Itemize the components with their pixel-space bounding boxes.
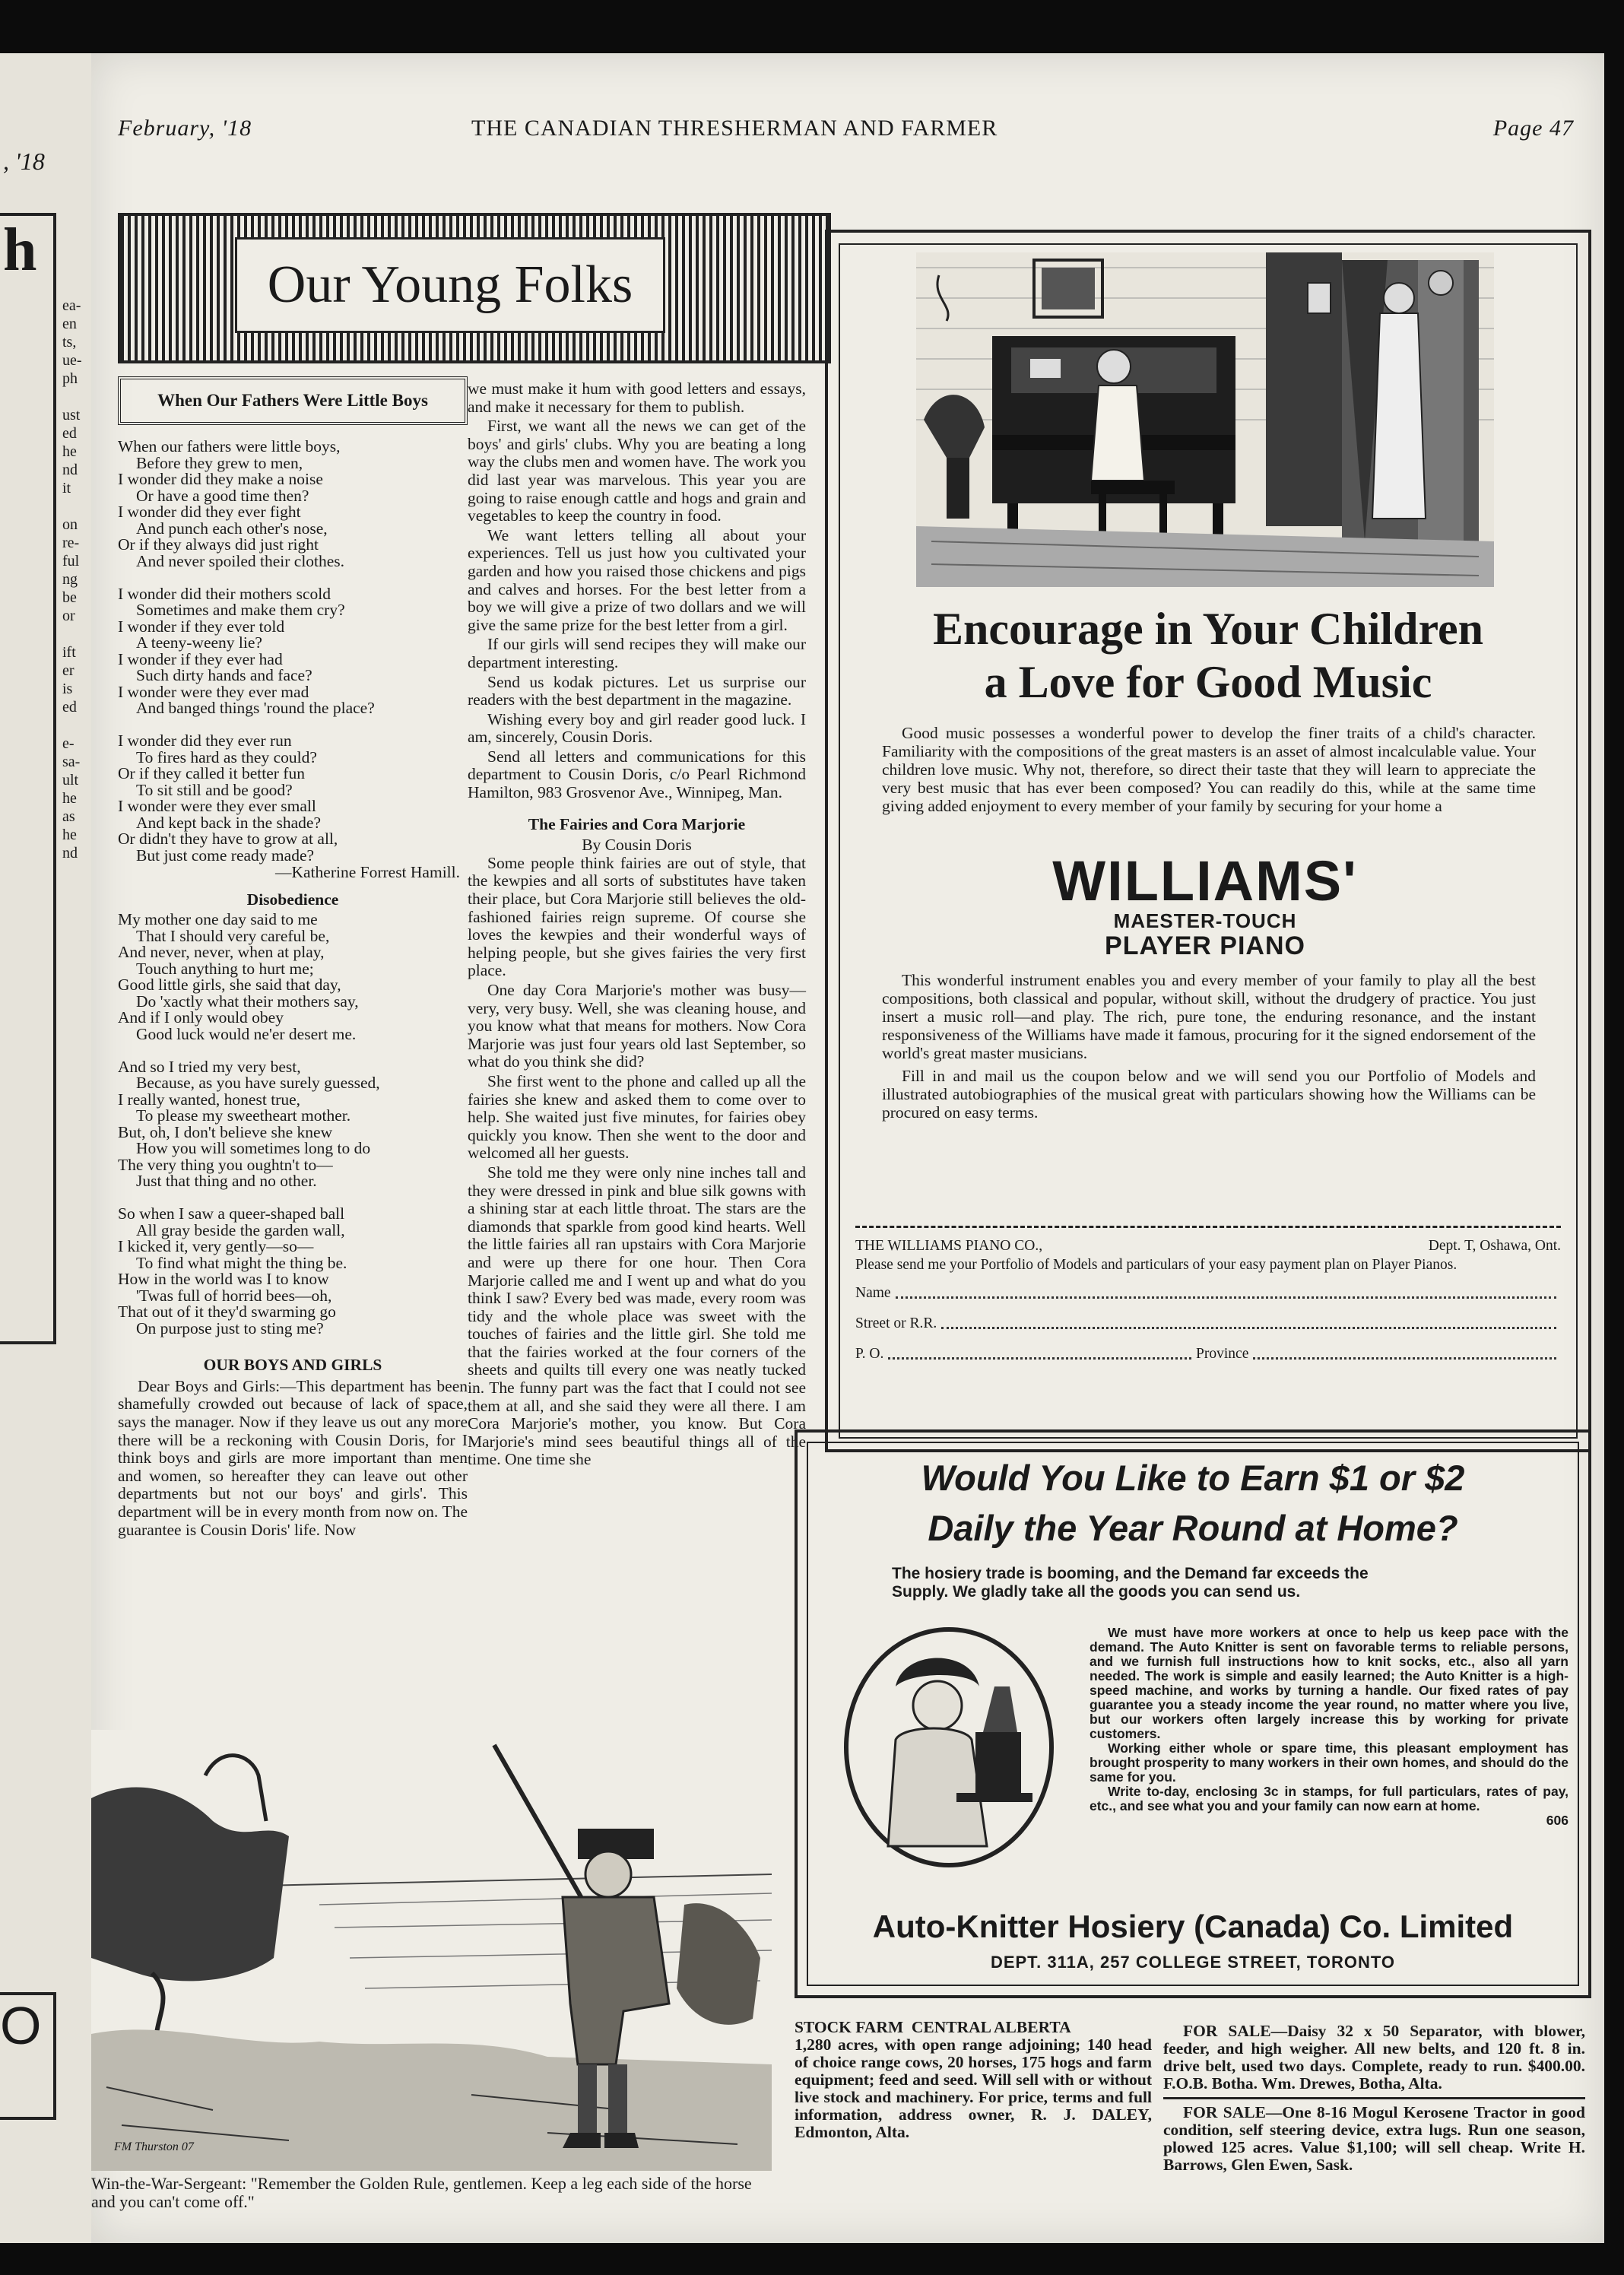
coupon-street-field[interactable] — [941, 1313, 1556, 1329]
knitter-body — [1090, 1626, 1568, 1828]
page-header — [91, 116, 1604, 161]
prev-page-bottom-box — [0, 1992, 56, 2120]
prev-page-fragment: ph — [62, 370, 78, 387]
classified-stock-farm — [795, 2019, 1152, 2141]
poem-line: The very thing you oughtn't to— — [118, 1155, 333, 1174]
boys-girls-p4: We want letters telling all about your experiences. Tell us just how you cultivated your garden and how you raised those chickens and pigs and calves and horses. For the best letter from a boy we will give a prize of two dollars and we will give the same prize for the best letter from a girl. — [468, 525, 806, 634]
poem-line: Touch anything to hurt me; — [136, 959, 314, 978]
prev-page-fragment: nd — [62, 462, 78, 478]
knitter-address: DEPT. 311A, 257 COLLEGE STREET, TORONTO — [990, 1953, 1396, 1972]
prev-page-box — [0, 213, 56, 1344]
coupon-dept: Dept. T, Oshawa, Ont. — [1428, 1238, 1561, 1254]
section-title: Our Young Folks — [235, 237, 665, 333]
williams-body-1 — [882, 724, 1536, 815]
prev-page-fragment: or — [62, 608, 75, 624]
prev-page-fragment: ust — [62, 407, 81, 424]
prev-page-fragment — [62, 497, 82, 516]
poem-line: I wonder were they ever mad — [118, 682, 309, 701]
coupon-province-field[interactable] — [1253, 1344, 1556, 1360]
poem-line: I wonder did they ever fight — [118, 503, 301, 521]
classified-divider — [1163, 2097, 1585, 2099]
classified-for-sale — [1163, 2023, 1585, 2174]
prev-page-fragment: en — [62, 316, 77, 332]
williams-headline-2: a Love for Good Music — [984, 657, 1432, 707]
williams-logo-sub1: MAESTER-TOUCH — [1113, 909, 1297, 932]
poem-line: To find what might the thing be. — [136, 1253, 347, 1272]
coupon-company: THE WILLIAMS PIANO CO., — [855, 1238, 1043, 1254]
poem-line: To fires hard as they could? — [136, 747, 317, 766]
poem1-author: —Katherine Forrest Hamill. — [274, 863, 460, 881]
prev-page-fragment — [62, 388, 82, 406]
poem-line: And punch each other's nose, — [136, 519, 328, 538]
prev-page-fragment: ed — [62, 699, 77, 715]
fairies-p1: Some people think fairies are out of style, that the kewpies and all sorts of substitutes have taken their place, but Cora Marjorie still believes the old-fashioned fairies reign supreme. Of course she loves the kewpies and their wonderful ways of helping people, but she gives fairies the very first place. — [468, 853, 806, 980]
knitter-company: Auto-Knitter Hosiery (Canada) Co. Limited — [872, 1909, 1514, 1944]
poem-line: Sometimes and make them cry? — [136, 601, 345, 619]
fairies-p2: One day Cora Marjorie's mother was busy—very, very busy. Well, she was cleaning house, and you know what that means for mothers. Now Cora Marjorie was just four years old last September, so what do you think she did? — [468, 981, 806, 1071]
coupon-po-field[interactable] — [888, 1344, 1191, 1360]
boys-girls-p7: Wishing every boy and girl reader good luck. I am, sincerely, Cousin Doris. — [468, 709, 806, 747]
war-cartoon — [91, 1730, 772, 2171]
poem2-body — [118, 912, 468, 1337]
piano-illustration — [916, 252, 1494, 587]
poem-line: Or if they always did just right — [118, 535, 319, 554]
williams-coupon — [855, 1226, 1561, 1365]
prev-page-fragment: ult — [62, 772, 79, 788]
poem-line: 'Twas full of horrid bees—oh, — [136, 1286, 332, 1305]
knitter-body-3: Write to-day, enclosing 3c in stamps, for full particulars, rates of pay, etc., and see what you and your family can now earn at home. — [1090, 1784, 1568, 1813]
coupon-po-label: P. O. — [855, 1346, 884, 1362]
poem-line: On purpose just to sting me? — [136, 1318, 324, 1337]
prev-page-fragment: e- — [62, 735, 75, 752]
prev-page-bottom-letter: O — [0, 1996, 42, 2055]
poem-line: Or have a good time then? — [136, 486, 309, 505]
stock-farm-heading: STOCK FARM CENTRAL ALBERTA — [795, 2018, 1071, 2036]
poem-line: That I should very careful be, — [136, 926, 330, 945]
prev-page-fragments — [62, 297, 82, 862]
poem-line: Good little girls, she said that day, — [118, 976, 341, 995]
coupon-header — [855, 1236, 1561, 1257]
magazine-page — [91, 53, 1604, 2243]
poem-line: But, oh, I don't believe she knew — [118, 1122, 333, 1141]
williams-logo-sub2: PLAYER PIANO — [1105, 931, 1305, 960]
knitter-headline-2: Daily the Year Round at Home? — [928, 1508, 1458, 1548]
fairies-title: The Fairies and Cora Marjorie — [528, 814, 746, 833]
prev-page-fragment: ful — [62, 553, 80, 570]
poem-line: To sit still and be good? — [136, 780, 293, 799]
prev-page-fragment: ed — [62, 425, 77, 442]
header-title: THE CANADIAN THRESHERMAN AND FARMER — [471, 116, 998, 141]
header-date: February, '18 — [118, 116, 252, 141]
poem-line: I wonder did they ever run — [118, 731, 292, 750]
coupon-street-row — [855, 1313, 1561, 1334]
knitter-woman-illustration — [842, 1626, 1055, 1869]
williams-body-2-text: This wonderful instrument enables you and every member of your family to play all the best compositions, both classical and popular, without skill, without the drudgery of practice. You just insert a music roll—and play. The rich, pure tone, the enduring resonance, and the instant responsiveness of the Williams have made it famous, procuring for it the signed endorsement of the world's great master musicians. — [882, 971, 1536, 1062]
poem-line: A teeny-weeny lie? — [136, 633, 262, 652]
poem-line: Or if they called it better fun — [118, 764, 305, 782]
header-page-number: Page 47 — [1492, 116, 1574, 141]
poem-line: I wonder if they ever had — [118, 649, 283, 668]
williams-piano-ad — [825, 230, 1591, 1452]
poem1-title: When Our Fathers Were Little Boys — [118, 376, 468, 425]
williams-logo-name: WILLIAMS' — [1052, 849, 1358, 912]
poem-line: How you will sometimes long to do — [136, 1139, 371, 1158]
stock-farm-text: 1,280 acres, with open range adjoining; 140 head of choice range cows, 20 horses, 175 hogs and farm equipment; feed and seed. Will sell with or without live stock and machinery. For price, terms and full information, address owner, R. J. DALEY, Edmonton, Alta. — [795, 2035, 1152, 2141]
williams-headline — [848, 602, 1568, 709]
poem-line: How in the world was I to know — [118, 1270, 329, 1289]
boys-girls-p1: Dear Boys and Girls:—This department has been shamefully crowded out because of lack of space, says the manager. Now if they leave us out any more there will be a reckoning with Cousin Doris, for I think boys and girls are more important than men and women, so hereafter they can leave out other departments but not our boys' and girls'. This department will be in every month from now on. The guarantee is Cousin Doris' life. Now — [118, 1376, 468, 1539]
poem-line: When our fathers were little boys, — [118, 437, 341, 455]
poem2-title: Disobedience — [246, 890, 339, 909]
poem-line: And so I tried my very best, — [118, 1057, 301, 1076]
prev-page-fragment — [62, 625, 82, 643]
poem-line: Before they grew to men, — [136, 453, 303, 472]
poem-line — [118, 717, 468, 734]
prev-page-fragment: as — [62, 808, 75, 825]
poem-line — [118, 1190, 468, 1207]
poem-line: So when I saw a queer-shaped ball — [118, 1204, 345, 1223]
auto-knitter-inner — [807, 1442, 1579, 1986]
poem-line: I kicked it, very gently—so— — [118, 1237, 314, 1256]
poem-line: Good luck would ne'er desert me. — [136, 1024, 357, 1043]
williams-body-3-text: Fill in and mail us the coupon below and we will send you our Portfolio of Models and illustrated autobiographies of the musical great with particulars showing how the Williams can be procured on easy terms. — [882, 1067, 1536, 1122]
coupon-name-field[interactable] — [896, 1283, 1556, 1299]
poem-line: Such dirty hands and face? — [136, 666, 312, 684]
poem-line: That out of it they'd swarming go — [118, 1302, 336, 1322]
poem-line: I wonder did they make a noise — [118, 470, 323, 488]
prev-page-fragment: er — [62, 662, 75, 679]
prev-page-fragment: ts, — [62, 334, 77, 351]
fairies-byline: By Cousin Doris — [582, 836, 692, 855]
knitter-code: 606 — [1546, 1813, 1568, 1828]
prev-page-fragment: ea- — [62, 297, 81, 314]
poem-line — [118, 570, 468, 586]
column-left — [118, 373, 468, 1540]
williams-body-2 — [882, 971, 1536, 1122]
poem1-body — [118, 439, 468, 864]
boys-girls-p3: First, we want all the news we can get of the boys' and girls' clubs. Why you are beating a long way the clubs men and women have. The work you did last year was marvelous. This year you are going to raise enough cattle and hogs and grain and vegetables to keep the country in food. — [468, 417, 806, 525]
poem-line: And if I only would obey — [118, 1008, 284, 1027]
poem-line: To please my sweetheart mother. — [136, 1106, 351, 1125]
coupon-name-row — [855, 1283, 1561, 1304]
prev-page-fragment: re- — [62, 535, 80, 551]
column-middle — [468, 380, 806, 1471]
prev-page-year: , '18 — [3, 148, 45, 175]
knitter-body-2: Working either whole or spare time, this pleasant employment has brought prosperity to many workers in their own homes, and should do the same for you. — [1090, 1740, 1568, 1785]
boys-girls-p6: Send us kodak pictures. Let us surprise our readers with the best department in the magazine. — [468, 672, 806, 709]
prev-page-fragment: ift — [62, 644, 76, 661]
poem-line: Do 'xactly what their mothers say, — [136, 992, 359, 1011]
poem-line: And banged things 'round the place? — [136, 699, 375, 717]
coupon-province-label: Province — [1196, 1346, 1249, 1362]
prev-page-letter: h — [3, 217, 37, 284]
poem-line: I really wanted, honest true, — [118, 1090, 300, 1109]
poem-line: Just that thing and no other. — [136, 1172, 317, 1191]
previous-page-edge — [0, 53, 91, 2243]
prev-page-fragment: he — [62, 443, 77, 460]
poem-line: I wonder were they ever small — [118, 797, 316, 815]
prev-page-fragment: sa- — [62, 754, 81, 770]
fairies-p4: She told me they were only nine inches tall and they were dressed in pink and blue silk gowns with a shining star at each little throat. The stars are the diamonds that sparkle from good kind hearts. Well the little fairies all ran upstairs with Cora Marjorie and were up there for one hour. Then Cora Marjorie called me and I went up and what do you think I saw? Every bed was made, every room was tidy and the whole place was sweet with the touches of fairies and the little girl. She told me that the fairies worked at the four corners of the sheets and quilts till every one was neatly tucked in. The funny part was the fact that I could not see them at all, and she said they were all there. I am Cora Marjorie's mother, you know. But Cora Marjorie's mind sees beautiful things all of the time. One time she — [468, 1163, 806, 1469]
boys-girls-title: OUR BOYS AND GIRLS — [203, 1356, 382, 1375]
poem-line: All gray beside the garden wall, — [136, 1220, 345, 1239]
prev-page-fragment: he — [62, 790, 77, 807]
poem-line — [118, 1042, 468, 1059]
boys-girls-p8: Send all letters and communications for this department to Cousin Doris, c/o Pearl Richmond Hamilton, 983 Grosvenor Ave., Winnipeg, Man. — [468, 747, 806, 802]
coupon-street-label: Street or R.R. — [855, 1315, 937, 1331]
williams-body-1-text: Good music possesses a wonderful power to develop the finer traits of a child's character. Familiarity with the compositions of the great masters is an asset of almost incalculable value. Your children love music. Why not, therefore, so direct their taste that they will learn to appreciate the very best music that has ever been composed? You can readily do this, while at the same time giving added enjoyment to every member of your family by securing for your home a — [882, 724, 1536, 815]
prev-page-fragment: ue- — [62, 352, 82, 369]
prev-page-fragment: on — [62, 516, 78, 533]
for-sale-1: FOR SALE—Daisy 32 x 50 Separator, with blower, feeder, and high weigher. All new belts, and 120 ft. 8 in. drive belt, used two days. Complete, ready to run. $400.00. F.O.B. Botha. Wm. Drewes, Botha, Alta. — [1163, 2022, 1585, 2093]
prev-page-fragment: be — [62, 589, 77, 606]
prev-page-fragment: he — [62, 827, 77, 843]
poem-line: I wonder did their mothers scold — [118, 584, 331, 603]
coupon-request: Please send me your Portfolio of Models and particulars of your easy payment plan on Player Pianos. — [855, 1257, 1457, 1273]
williams-ad-inner — [839, 243, 1578, 1439]
cartoon-illustration — [91, 1730, 772, 2171]
poem-line: And kept back in the shade? — [136, 813, 321, 832]
knitter-headline-1: Would You Like to Earn $1 or $2 — [921, 1458, 1465, 1498]
prev-page-fragment — [62, 716, 82, 735]
cartoon-caption: Win-the-War-Sergeant: "Remember the Golden Rule, gentlemen. Keep a leg each side of the horse and you can't come off." — [91, 2174, 752, 2211]
prev-page-fragment: ng — [62, 571, 78, 588]
poem-line: But just come ready made? — [136, 846, 315, 865]
knitter-subhead: The hosiery trade is booming, and the Demand far exceeds the Supply. We gladly take all the goods you can send us. — [892, 1565, 1369, 1601]
cartoon-signature: FM Thurston 07 — [114, 2140, 194, 2153]
prev-page-fragment: nd — [62, 845, 78, 861]
williams-logo — [992, 849, 1418, 960]
poem-line: My mother one day said to me — [118, 910, 318, 929]
auto-knitter-ad — [795, 1429, 1591, 1998]
knitter-body-1: We must have more workers at once to help us keep pace with the demand. The Auto Knitter is sent on favorable terms to reliable persons, and we furnish full instructions how to knit socks, etc., also all yarn needed. The work is simple and easily learned; the Auto Knitter is a high-speed machine, and works by turning a handle. Our fixed rates of pay guarantee you a steady income the year round, no matter where you live, but our workers often largely increase this by working for private customers. — [1090, 1625, 1568, 1741]
poem-line: Because, as you have surely guessed, — [136, 1074, 380, 1093]
poem-line: I wonder if they ever told — [118, 617, 285, 636]
section-banner — [118, 213, 831, 363]
poem-line: And never, never, when at play, — [118, 943, 325, 962]
boys-girls-p5: If our girls will send recipes they will make our department interesting. — [468, 635, 806, 671]
for-sale-2: FOR SALE—One 8-16 Mogul Kerosene Tractor in good condition, self steering device, extra lugs. Run one season, plowed 125 acres. Value $1,100; will sell cheap. Write H. Barrows, Glen Ewen, Sask. — [1163, 2103, 1585, 2174]
coupon-name-label: Name — [855, 1285, 891, 1301]
fairies-p3: She first went to the phone and called up all the fairies she knew and asked them to come over to help. She waited just five minutes, for fairies obey quickly you know. Then she went to the door and welcomed all her guests. — [468, 1071, 806, 1163]
coupon-po-row — [855, 1344, 1561, 1365]
poem-line: Or didn't they have to grow at all, — [118, 830, 338, 848]
poem-line: And never spoiled their clothes. — [136, 551, 345, 570]
williams-headline-1: Encourage in Your Children — [932, 604, 1483, 654]
prev-page-fragment: it — [62, 480, 71, 497]
prev-page-fragment: is — [62, 681, 73, 697]
boys-girls-p2: we must make it hum with good letters and essays, and make it necessary for them to publish. — [468, 379, 806, 416]
